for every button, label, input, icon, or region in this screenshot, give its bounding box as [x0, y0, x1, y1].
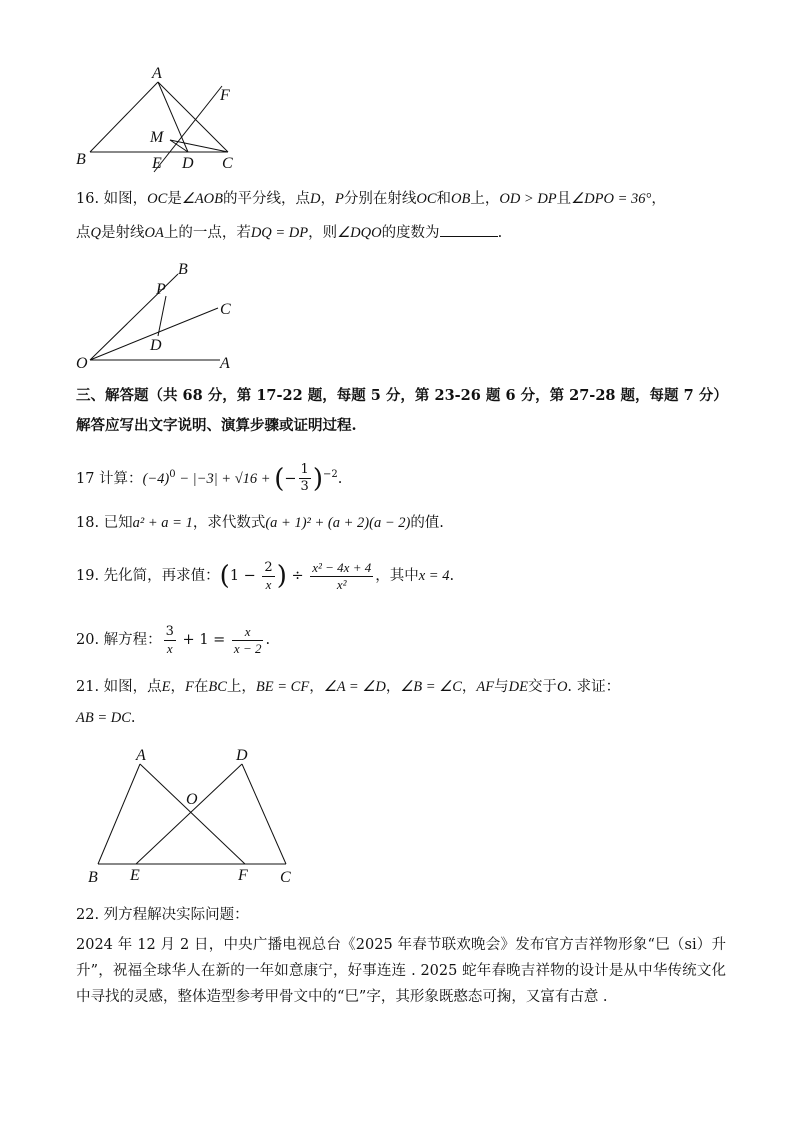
label-A: A [152, 65, 162, 82]
math: Q [90, 225, 101, 241]
question-18 [76, 512, 444, 534]
question-22-body: 2024 年 12 月 2 日，中央广播电视总台《2025 年春节联欢晚会》发布官方吉祥物形象“巳（si）升升”，祝福全球华人在新的一年如意康宁，好事连连 . 2025 蛇年春晚吉祥物的设计是从中华传统文化中寻找的灵感，整体造型参考甲骨文中的“巳”字，其形象既憨态可掬，又富有古意 . [76, 937, 726, 1005]
paren: ) [276, 561, 287, 591]
text: 18. 已知 [76, 515, 133, 531]
text: . [449, 568, 455, 584]
label-B: B [88, 869, 98, 886]
label-D: D [236, 747, 248, 764]
math: OA [144, 225, 164, 241]
math: E [161, 679, 171, 695]
label-O: O [76, 355, 88, 372]
text: 在 [193, 679, 209, 695]
label-E: E [130, 867, 140, 884]
text: ， [385, 679, 401, 695]
math: 1 − [229, 568, 261, 584]
fraction [232, 624, 264, 657]
paren: ( [274, 463, 285, 494]
math: AB = DC [76, 710, 131, 726]
text: . 求证： [567, 679, 621, 695]
math: OB [451, 191, 471, 207]
text: . [337, 470, 343, 487]
text: ， [651, 191, 666, 207]
answer-blank [440, 222, 498, 237]
text: 的度数为 [381, 225, 440, 241]
label-D: D [150, 337, 162, 354]
text: . [130, 710, 136, 726]
section-3-note: 解答应写出文字说明、演算步骤或证明过程. [76, 417, 357, 434]
text: 交于 [527, 679, 557, 695]
math: O [556, 679, 568, 695]
math: − |−3| + √16 + [175, 470, 275, 487]
question-19 [76, 556, 454, 596]
question-21-line-2 [76, 707, 136, 729]
text: 与 [494, 679, 509, 695]
text: 是射线 [100, 225, 145, 241]
label-F: F [220, 87, 230, 104]
question-16-line-2 [76, 222, 502, 244]
label-A: A [136, 747, 146, 764]
text: ，求代数式 [192, 515, 266, 531]
figure-triangles-abf-dce [80, 744, 300, 888]
figure-angle-aob [70, 258, 250, 376]
math: ÷ [286, 568, 309, 584]
math: x = 4 [418, 568, 450, 584]
numerator: 3 [165, 623, 174, 639]
figure-triangle-abc [70, 60, 260, 180]
fraction [262, 560, 274, 593]
label-E: E [152, 155, 162, 172]
math: (a + 1)² + (a + 2)(a − 2) [265, 515, 411, 531]
math: a² + a = 1 [132, 515, 193, 531]
text: 19. 先化简，再求值： [76, 568, 220, 584]
text: 16. 如图， [76, 191, 148, 207]
math: AF [476, 679, 495, 695]
label-O: O [186, 791, 198, 808]
text: ，则 [308, 225, 338, 241]
label-B: B [76, 151, 86, 168]
text: 点 [76, 225, 91, 241]
math: BE = CF [255, 679, 310, 695]
label-M: M [150, 129, 164, 146]
math: −2 [322, 469, 338, 480]
math: ∠DPO = 36° [571, 191, 652, 207]
math: ∠B = ∠C [400, 679, 462, 695]
text: 的值. [410, 515, 444, 531]
label-C: C [280, 869, 291, 886]
label-C: C [222, 155, 233, 172]
denominator: 3 [300, 479, 309, 495]
text: 上， [470, 191, 500, 207]
math: P [335, 191, 344, 207]
math: BC [208, 679, 227, 695]
numerator: x² − 4x + 4 [312, 559, 372, 575]
numerator: 2 [264, 559, 273, 575]
label-C: C [220, 301, 231, 318]
paren: ( [219, 561, 230, 591]
fraction [299, 462, 311, 495]
text: 和 [436, 191, 452, 207]
fraction [310, 560, 373, 593]
math: − [284, 470, 297, 487]
paren: ) [312, 463, 323, 494]
question-20 [76, 620, 270, 660]
label-B: B [178, 261, 188, 278]
section-3-title: 三、解答题（共 68 分，第 17-22 题，每题 5 分，第 23-26 题 6 分，第 27-28 题，每题 7 分） [76, 387, 728, 404]
text: ， [170, 679, 186, 695]
math: ∠A = ∠D [323, 679, 386, 695]
math: DE [508, 679, 528, 695]
text: 上， [226, 679, 256, 695]
text: 17 计算： [76, 470, 143, 487]
label-P: P [156, 281, 166, 298]
question-22-title: 22. 列方程解决实际问题： [76, 907, 249, 923]
question-21-line-1 [76, 676, 620, 698]
math: DQ = DP [250, 225, 309, 241]
math: ∠AOB [181, 191, 224, 207]
text: 21. 如图，点 [76, 679, 162, 695]
text: ，其中 [375, 568, 419, 584]
math: 0 [169, 469, 176, 480]
math: D [310, 191, 321, 207]
denominator: x² [336, 576, 347, 592]
denominator: x [265, 576, 272, 592]
math: OC [147, 191, 168, 207]
label-F: F [238, 867, 248, 884]
text: ， [461, 679, 477, 695]
math: OC [416, 191, 437, 207]
numerator: 1 [300, 462, 309, 478]
math: + 1 = [177, 632, 230, 648]
text: 上的一点，若 [163, 225, 251, 241]
denominator: x − 2 [233, 640, 262, 656]
text: . [497, 225, 503, 241]
numerator: x [232, 624, 264, 641]
question-17 [76, 458, 342, 496]
denominator: x [166, 640, 173, 656]
math: F [185, 679, 194, 695]
math: ∠DQO [337, 225, 382, 241]
text: ， [320, 191, 335, 207]
text: . [265, 632, 271, 648]
text: 且 [556, 191, 572, 207]
text: ， [309, 679, 324, 695]
math: OD > DP [499, 191, 557, 207]
text: 20. 解方程： [76, 632, 162, 648]
fraction [164, 624, 176, 657]
text: 的平分线，点 [223, 191, 311, 207]
text: 是 [167, 191, 182, 207]
label-D: D [182, 155, 194, 172]
math: (−4) [142, 470, 170, 487]
text: 分别在射线 [343, 191, 417, 207]
question-16-line-1 [76, 188, 666, 210]
label-A: A [220, 355, 230, 372]
